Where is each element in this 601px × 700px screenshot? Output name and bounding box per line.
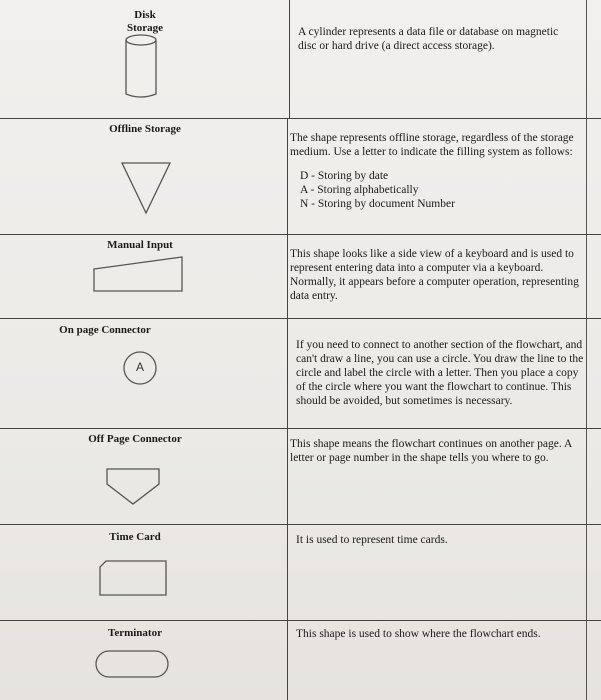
table-row-on-page-connector — [0, 318, 601, 428]
column-divider — [287, 119, 288, 234]
description-time-card: It is used to represent time cards. — [296, 534, 448, 546]
table-row-manual-input — [0, 234, 601, 318]
off-page-connector-pentagon-icon — [104, 466, 166, 508]
column-divider — [289, 0, 290, 118]
table-row-offline-storage — [0, 118, 601, 234]
connector-letter: A — [135, 360, 144, 374]
time-card-icon — [98, 559, 170, 599]
description-disk-storage: A cylinder represents a data file or database on magnetic disc or hard drive (a direct access storage). — [298, 26, 559, 52]
description-offline-storage: The shape represents offline storage, regardless of the storage medium. Use a letter to indicate the filling system as follows: D - Storing by date A - Storing alphabetically N - Storing by document Number — [290, 131, 585, 211]
terminator-rounded-icon — [94, 649, 174, 685]
table-row-off-page-connector — [0, 428, 601, 524]
manual-input-keyboard-icon — [90, 255, 190, 295]
table-row-time-card — [0, 524, 601, 620]
filing-system-list — [290, 169, 585, 211]
symbol-label-disk-storage: Disk Storage — [126, 9, 164, 34]
symbol-label-time-card: Time Card — [109, 531, 161, 543]
list-item: N - Storing by document Number — [300, 198, 455, 210]
symbol-label-offline-storage: Offline Storage — [109, 123, 181, 135]
column-divider — [287, 621, 288, 700]
symbol-label-manual-input: Manual Input — [107, 239, 173, 251]
list-item: A - Storing alphabetically — [300, 184, 419, 196]
description-on-page-connector: If you need to connect to another section of the flowchart, and can't draw a line, you can use a circle. You draw the line to the circle and label the circle with a letter. Then you place a copy of the circle where you want the flowchart to continue. This should be avoided, but sometimes is necessary. — [296, 339, 584, 407]
description-terminator: This shape is used to show where the flowchart ends. — [296, 628, 541, 640]
list-item: D - Storing by date — [300, 170, 389, 182]
symbol-label-off-page-connector: Off Page Connector — [88, 433, 182, 445]
description-off-page-connector: This shape means the flowchart continues on another page. A letter or page number in the shape tells you where to go. — [290, 438, 572, 464]
symbol-label-on-page-connector: On page Connector — [59, 324, 151, 336]
description-manual-input: This shape looks like a side view of a keyboard and is used to represent entering data into a computer via a keyboard. Normally, it appears before a computer operation, representing data entry. — [290, 248, 579, 302]
column-divider — [287, 429, 288, 524]
symbol-label-terminator: Terminator — [108, 627, 162, 639]
column-divider — [287, 235, 288, 318]
disk-storage-cylinder-icon — [124, 34, 164, 104]
table-row-terminator — [0, 620, 601, 700]
column-divider — [287, 525, 288, 620]
table-row-disk-storage — [0, 0, 601, 118]
column-divider — [287, 319, 288, 428]
offline-storage-triangle-icon — [118, 161, 178, 217]
